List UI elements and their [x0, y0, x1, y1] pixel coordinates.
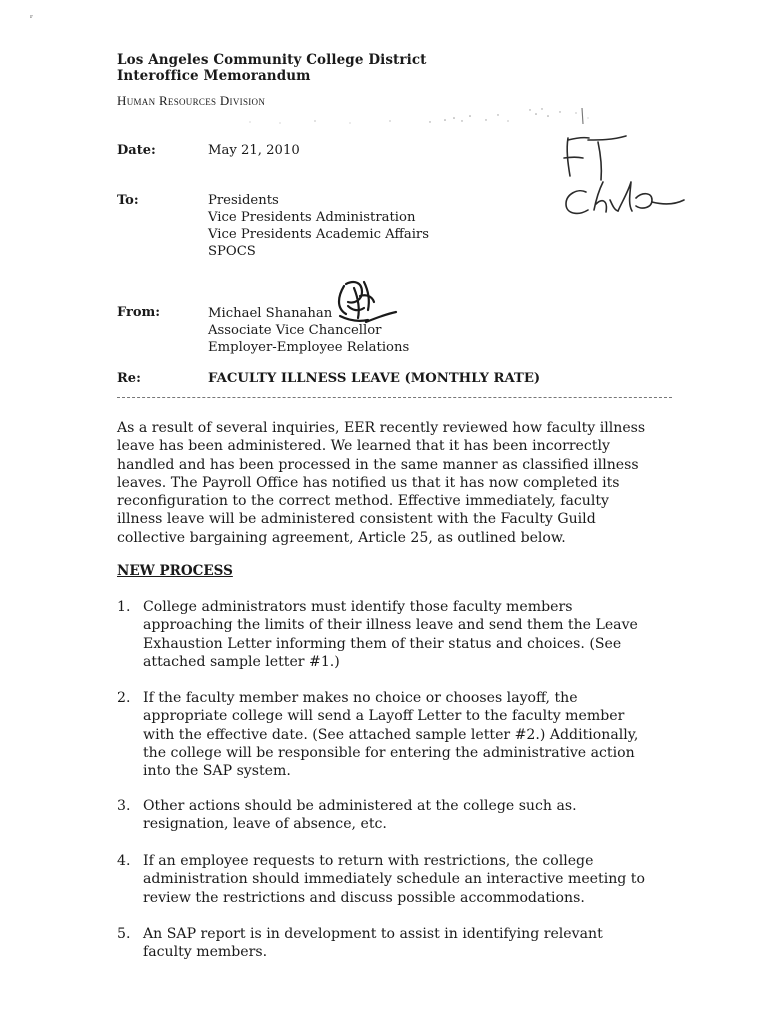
text-line: handled and has been processed in the same manner as classified illness	[117, 456, 639, 473]
item-line: administration should immediately schedule an interactive meeting to	[143, 871, 645, 888]
scan-speckles	[240, 104, 600, 134]
item-number: 1.	[117, 599, 131, 615]
item-number: 5.	[117, 926, 131, 942]
item-line: If the faculty member makes no choice or chooses layoff, the	[143, 690, 578, 706]
list-item	[117, 925, 677, 962]
header-divider	[117, 397, 672, 398]
intro-paragraph	[117, 419, 677, 547]
section-heading: NEW PROCESS	[117, 563, 233, 579]
subject-line: FACULTY ILLNESS LEAVE (MONTHLY RATE)	[208, 371, 541, 386]
to-line: Vice Presidents Academic Affairs	[208, 227, 429, 242]
item-line: approaching the limits of their illness leave and send them the Leave	[143, 617, 638, 634]
item-line: into the SAP system.	[143, 763, 291, 780]
to-label: To:	[117, 193, 139, 208]
item-line: An SAP report is in development to assist in identifying relevant	[143, 926, 603, 942]
from-line: Associate Vice Chancellor	[208, 323, 382, 338]
item-line: Exhaustion Letter informing them of their status and choices. (See	[143, 635, 622, 652]
to-recipients	[208, 192, 429, 260]
text-line: collective bargaining agreement, Article 25, as outlined below.	[117, 529, 566, 546]
date-label: Date:	[117, 143, 156, 158]
to-line: SPOCS	[208, 244, 256, 259]
item-number: 4.	[117, 853, 131, 869]
text-line: leaves. The Payroll Office has notified us that it has now completed its	[117, 474, 620, 491]
to-line: Vice Presidents Administration	[208, 210, 416, 225]
item-line: review the restrictions and discuss possible accommodations.	[143, 889, 585, 906]
memo-type: Interoffice Memorandum	[117, 68, 311, 84]
division-name: Human Resources Division	[117, 93, 266, 108]
list-item	[117, 598, 677, 671]
item-line: with the effective date. (See attached sample letter #2.) Additionally,	[143, 726, 639, 743]
item-line: appropriate college will send a Layoff Letter to the faculty member	[143, 708, 625, 725]
date-value: May 21, 2010	[208, 143, 300, 158]
item-line: attached sample letter #1.)	[143, 653, 340, 670]
item-number: 2.	[117, 690, 131, 706]
item-line: Other actions should be administered at the college such as.	[143, 798, 577, 814]
re-label: Re:	[117, 371, 141, 386]
item-line: If an employee requests to return with restrictions, the college	[143, 853, 594, 869]
text-line: reconfiguration to the correct method. Effective immediately, faculty	[117, 493, 610, 510]
from-line: Michael Shanahan	[208, 306, 333, 321]
list-item	[117, 797, 677, 834]
list-item	[117, 852, 677, 907]
from-label: From:	[117, 305, 161, 320]
text-line: As a result of several inquiries, EER recently reviewed how faculty illness	[117, 420, 646, 436]
item-line: College administrators must identify those faculty members	[143, 599, 573, 615]
scan-artifact: ʳ	[30, 14, 34, 24]
handwritten-note	[556, 128, 696, 228]
item-line: the college will be responsible for entering the administrative action	[143, 744, 635, 761]
text-line: leave has been administered. We learned that it has been incorrectly	[117, 438, 610, 455]
from-line: Employer-Employee Relations	[208, 340, 410, 355]
organization-name: Los Angeles Community College District	[117, 52, 427, 68]
item-line: resignation, leave of absence, etc.	[143, 816, 387, 833]
to-line: Presidents	[208, 193, 279, 208]
signature-initials	[324, 276, 400, 334]
list-item	[117, 689, 677, 780]
item-number: 3.	[117, 798, 131, 814]
item-line: faculty members.	[143, 944, 268, 961]
text-line: illness leave will be administered consistent with the Faculty Guild	[117, 511, 596, 528]
